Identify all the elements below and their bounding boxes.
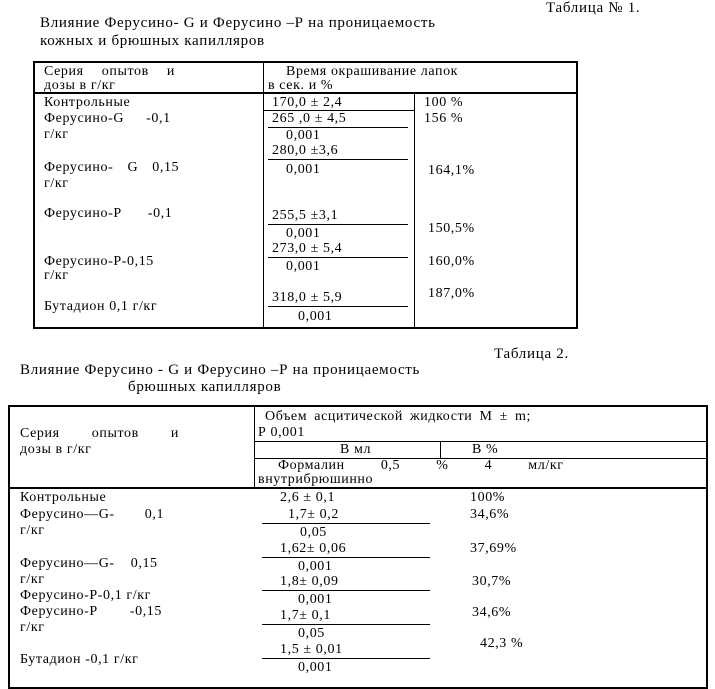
table1-row-pct: 160,0% xyxy=(428,254,475,269)
table2-header-col1-line2: дозы в г/кг xyxy=(20,442,92,457)
table2-row-pct: 37,69% xyxy=(470,541,517,556)
table2-row-value: 1,7± 0,2 xyxy=(288,507,339,522)
table2-fraction-line xyxy=(262,624,430,625)
table2-row-name: Контрольные xyxy=(20,490,107,505)
table2-row-name: Ферусино-Р -0,15 xyxy=(20,604,162,619)
table2-row-p: 0,001 xyxy=(298,559,333,574)
table1-row-pct: 150,5% xyxy=(428,221,475,236)
table2-row-p: 0,001 xyxy=(298,592,333,607)
table1-row-value: 273,0 ± 5,4 xyxy=(272,241,343,256)
table1-row-pct: 100 % xyxy=(424,95,464,110)
table1-title-line2: кожных и брюшных капилляров xyxy=(40,33,265,49)
table2-col-divider xyxy=(254,406,255,488)
table2-header-ml: В мл xyxy=(340,442,372,457)
table2-header-main-line1: Объем асцитической жидкости М ± m; xyxy=(265,409,531,424)
table1-row-value: 255,5 ±3,1 xyxy=(272,208,339,223)
table2-row-pct: 34,6% xyxy=(470,507,510,522)
table1-row-unit: г/кг xyxy=(44,268,69,283)
table2-row-p: 0,05 xyxy=(300,525,327,540)
table1-header-col2-line2: в сек. и % xyxy=(268,78,334,93)
table1-row-name: Контрольные xyxy=(44,95,131,110)
table1-header-col2-line1: Время окрашивание лапок xyxy=(286,64,459,79)
table2-fraction-line xyxy=(262,523,430,524)
table1-row-unit: г/кг xyxy=(44,127,69,142)
table1-col-divider xyxy=(263,62,264,328)
table2-row-pct: 42,3 % xyxy=(480,636,524,651)
table1-fraction-line xyxy=(268,224,408,225)
table2-formalin-line1: Формалин 0,5 % 4 мл/кг xyxy=(278,458,564,473)
table1-fraction-line xyxy=(268,306,408,307)
table2-row-name: Бутадион -0,1 г/кг xyxy=(20,652,139,667)
table1-row-value: 265 ,0 ± 4,5 xyxy=(272,111,347,126)
table2-row-unit: г/кг xyxy=(20,620,45,635)
table1-row-pct: 156 % xyxy=(424,111,464,126)
table1-number: Таблица № 1. xyxy=(546,0,641,16)
table1-fraction-line xyxy=(268,159,408,160)
table2-row-value: 1,8± 0,09 xyxy=(280,574,339,589)
table1-row-p: 0,001 xyxy=(286,162,321,177)
table1-header-col1-line1: Серия опытов и xyxy=(44,64,175,79)
table2-row-value: 1,5 ± 0,01 xyxy=(280,642,343,657)
table2-row-unit: г/кг xyxy=(20,572,45,587)
table1-header-col1-line2: дозы в г/кг xyxy=(44,78,116,93)
table1-row-unit: г/кг xyxy=(44,176,69,191)
table1-fraction-line xyxy=(268,257,408,258)
table2-row-name: Ферусино—G- 0,15 xyxy=(20,556,158,571)
table2-row-value: 2,6 ± 0,1 xyxy=(280,490,336,505)
table2-title-line2: брюшных капилляров xyxy=(128,379,282,395)
table1-row-value: 318,0 ± 5,9 xyxy=(272,290,343,305)
table1-title-line1: Влияние Ферусино- G и Ферусино –Р на проницаемость xyxy=(40,15,436,31)
table2-row-p: 0,05 xyxy=(298,626,325,641)
table1-row-name: Ферусино-Р -0,1 xyxy=(44,206,173,221)
table2-formalin-line2: внутрибрюшинно xyxy=(258,472,374,487)
table1-row-p: 0,001 xyxy=(298,309,333,324)
table1-row-name: Ферусино-G -0,1 xyxy=(44,111,171,126)
table2-row-value: 1,7± 0,1 xyxy=(280,608,331,623)
table2-ml-pct-divider xyxy=(440,441,441,458)
table1-row-value: 170,0 ± 2,4 xyxy=(272,95,343,110)
table2-fraction-line xyxy=(262,658,430,659)
table2-header-pct: В % xyxy=(472,442,499,457)
table1-pct-divider xyxy=(414,93,415,329)
table2-header-main-line2: Р 0,001 xyxy=(258,425,305,440)
table2-row-pct: 34,6% xyxy=(472,605,512,620)
table1-row-pct: 187,0% xyxy=(428,286,475,301)
table2-number: Таблица 2. xyxy=(494,346,569,362)
table1-row-p: 0,001 xyxy=(286,259,321,274)
table1-row-p: 0,001 xyxy=(286,128,321,143)
table1-row-pct: 164,1% xyxy=(428,163,475,178)
table2-row-name: Ферусино—G- 0,1 xyxy=(20,507,165,522)
table1-row-name: Ферусино- G 0,15 xyxy=(44,160,180,175)
table2-row-p: 0,001 xyxy=(298,660,333,675)
table2-row-unit: г/кг xyxy=(20,523,45,538)
table2-row-name: Ферусино-Р-0,1 г/кг xyxy=(20,588,151,603)
table2-row-pct: 100% xyxy=(470,490,506,505)
table1-row-value: 280,0 ±3,6 xyxy=(272,143,339,158)
table2-row-value: 1,62± 0,06 xyxy=(280,541,347,556)
table1-row-name: Ферусино-Р-0,15 xyxy=(44,254,154,269)
table2-fraction-line xyxy=(262,557,430,558)
table1-row-name: Бутадион 0,1 г/кг xyxy=(44,299,158,314)
table1-row-p: 0,001 xyxy=(286,226,321,241)
table2-title-line1: Влияние Ферусино - G и Ферусино –Р на проницаемость xyxy=(20,362,421,378)
table2-fraction-line xyxy=(262,590,430,591)
table2-row-pct: 30,7% xyxy=(472,574,512,589)
table2-header-col1-line1: Серия опытов и xyxy=(20,426,179,441)
